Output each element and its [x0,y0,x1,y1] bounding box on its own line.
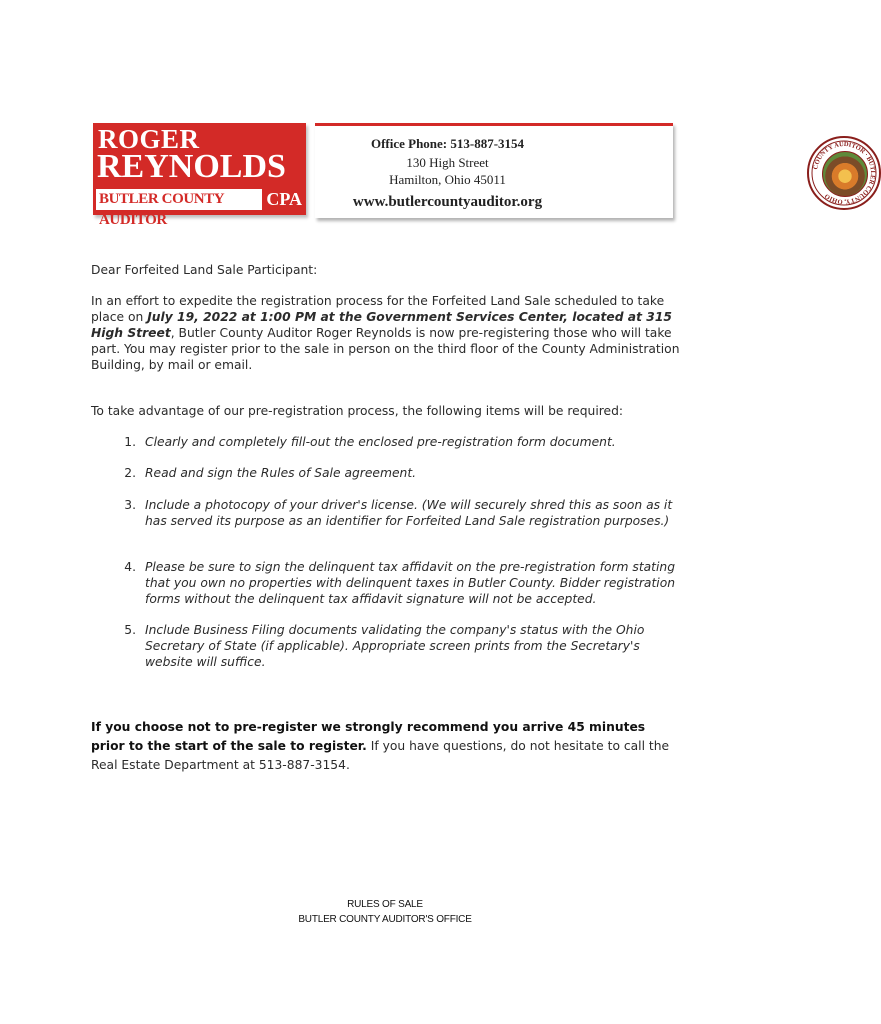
list-item [91,434,681,450]
intro-paragraph [91,293,681,373]
list-item-text: Read and sign the Rules of Sale agreement. [145,466,417,480]
website-link[interactable]: www.butlercountyauditor.org [352,194,543,210]
logo-name-first: ROGER [98,124,200,154]
list-item-number: 3. [124,498,136,512]
sale-date-location: July 19, 2022 at 1:00 PM at the Government Services Center, located at 315 High Street [91,310,672,340]
list-item-number: 5. [124,623,136,637]
logo-office-line [96,189,306,228]
seal-emblem [822,151,868,197]
auditor-logo [93,123,306,228]
list-item-text: Include Business Filing documents validating the company's status with the Ohio Secretary of State (if applicable). Appropriate screen prints from the Secretary's website will suffice. [145,623,645,669]
contact-block [315,123,877,218]
list-item-text: Please be sure to sign the delinquent tax affidavit on the pre-registration form stating that you own no properties with delinquent taxes in Butler County. Bidder registration forms without the delinquent tax affidavit signature will not be accepted. [145,560,676,606]
list-item [91,559,681,607]
page-footer [0,897,770,927]
intro-text-start: In an effort to expedite the registration process for the Forfeited Land Sale scheduled to take place on [91,294,665,324]
list-item-number: 4. [124,560,136,574]
closing-recommendation: If you choose not to pre-register we strongly recommend you arrive 45 minutes prior to the start of the sale to register. [91,720,646,753]
list-item-number: 1. [124,435,136,449]
list-item-text: Include a photocopy of your driver's license. (We will securely shred this as soon as it has served its purpose as an identifier for Forfeited Land Sale registration purposes.) [145,498,673,528]
list-item-number: 2. [124,466,136,480]
list-item [91,497,681,529]
footer-title: RULES OF SALE [347,899,423,910]
closing-paragraph [91,718,681,775]
footer-office: BUTLER COUNTY AUDITOR'S OFFICE [298,914,472,925]
logo-office: BUTLER COUNTY AUDITOR [96,189,262,210]
county-auditor-seal-icon [807,136,881,210]
intro-text-end: , Butler County Auditor Roger Reynolds is now pre-registering those who will take part. You may register prior to the sale in person on the third floor of the County Administration Building, by mail or email. [91,326,680,372]
letterhead [93,123,877,228]
list-item [91,465,681,481]
list-item-text: Clearly and completely fill-out the enclosed pre-registration form document. [145,435,616,449]
logo-credential: CPA [266,189,302,209]
closing-contact: If you have questions, do not hesitate to call the Real Estate Department at 513-887-3154. [91,739,670,772]
street-address: 130 High Street [406,155,489,170]
list-item [91,622,681,670]
salutation: Dear Forfeited Land Sale Participant: [91,263,318,277]
requirements-intro: To take advantage of our pre-registration process, the following items will be required: [91,404,624,418]
seal-text: COUNTY AUDITOR · BUTLER COUNTY, OHIO [812,140,877,206]
city-address: Hamilton, Ohio 45011 [389,172,506,187]
office-phone: Office Phone: 513-887-3154 [370,136,525,151]
logo-name-last: REYNOLDS [97,148,286,185]
